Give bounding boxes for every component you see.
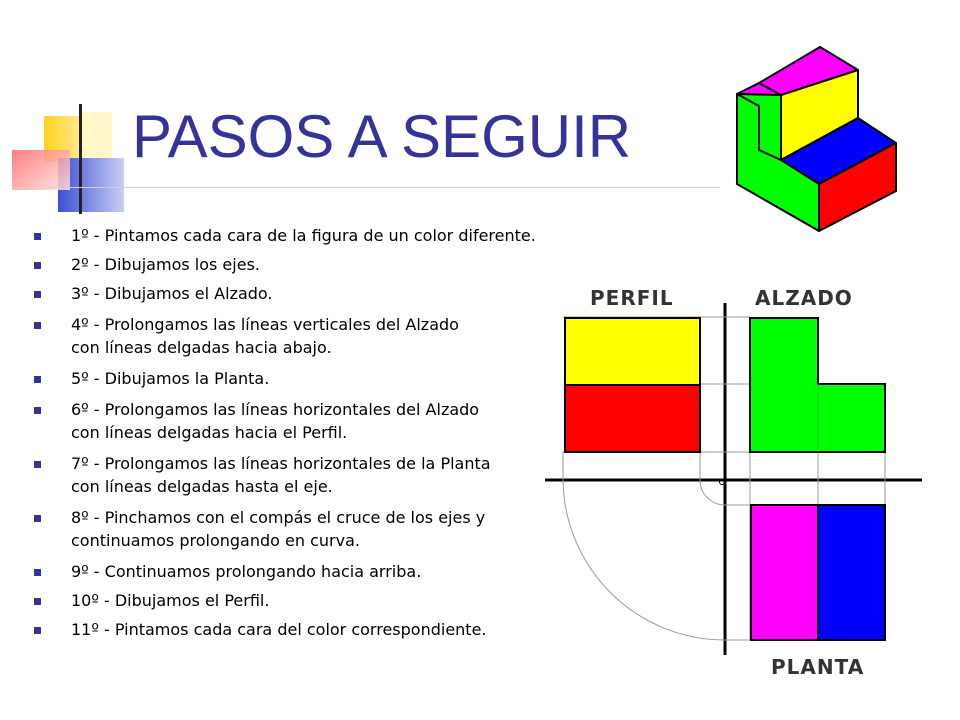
step-item: 3º - Dibujamos el Alzado. [34, 282, 594, 305]
step-item: 2º - Dibujamos los ejes. [34, 253, 594, 276]
alzado-label: ALZADO [755, 286, 853, 310]
isometric-piece [737, 47, 896, 231]
planta-blue [818, 505, 885, 640]
perfil-red [565, 385, 700, 452]
perfil-label: PERFIL [590, 286, 674, 310]
perfil-view [565, 318, 700, 452]
alzado-view [750, 318, 885, 452]
step-item: 7º - Prolongamos las líneas horizontales de la Planta con líneas delgadas hasta el eje. [34, 452, 491, 498]
step-item: 11º - Pintamos cada cara del color correspondiente. [34, 618, 631, 641]
planta-label: PLANTA [771, 655, 865, 679]
step-item: 1º - Pintamos cada cara de la figura de un color diferente. [34, 224, 631, 247]
perfil-yellow [565, 318, 700, 385]
step-item: 4º - Prolongamos las líneas verticales del Alzado con líneas delgadas hacia abajo. [34, 313, 471, 359]
step-item: 9º - Continuamos prolongando hacia arriba. [34, 560, 594, 583]
step-item: 8º - Pinchamos con el compás el cruce de los ejes y continuamos prolongando en curva. [34, 506, 511, 552]
step-item: 5º - Dibujamos la Planta. [34, 367, 594, 390]
step-item: 6º - Prolongamos las líneas horizontales del Alzado con líneas delgadas hacia el Perfil. [34, 398, 491, 444]
page-title: PASOS A SEGUIR [132, 103, 632, 170]
planta-view [751, 505, 885, 640]
planta-magenta [751, 505, 818, 640]
step-item: 10º - Dibujamos el Perfil. [34, 589, 594, 612]
